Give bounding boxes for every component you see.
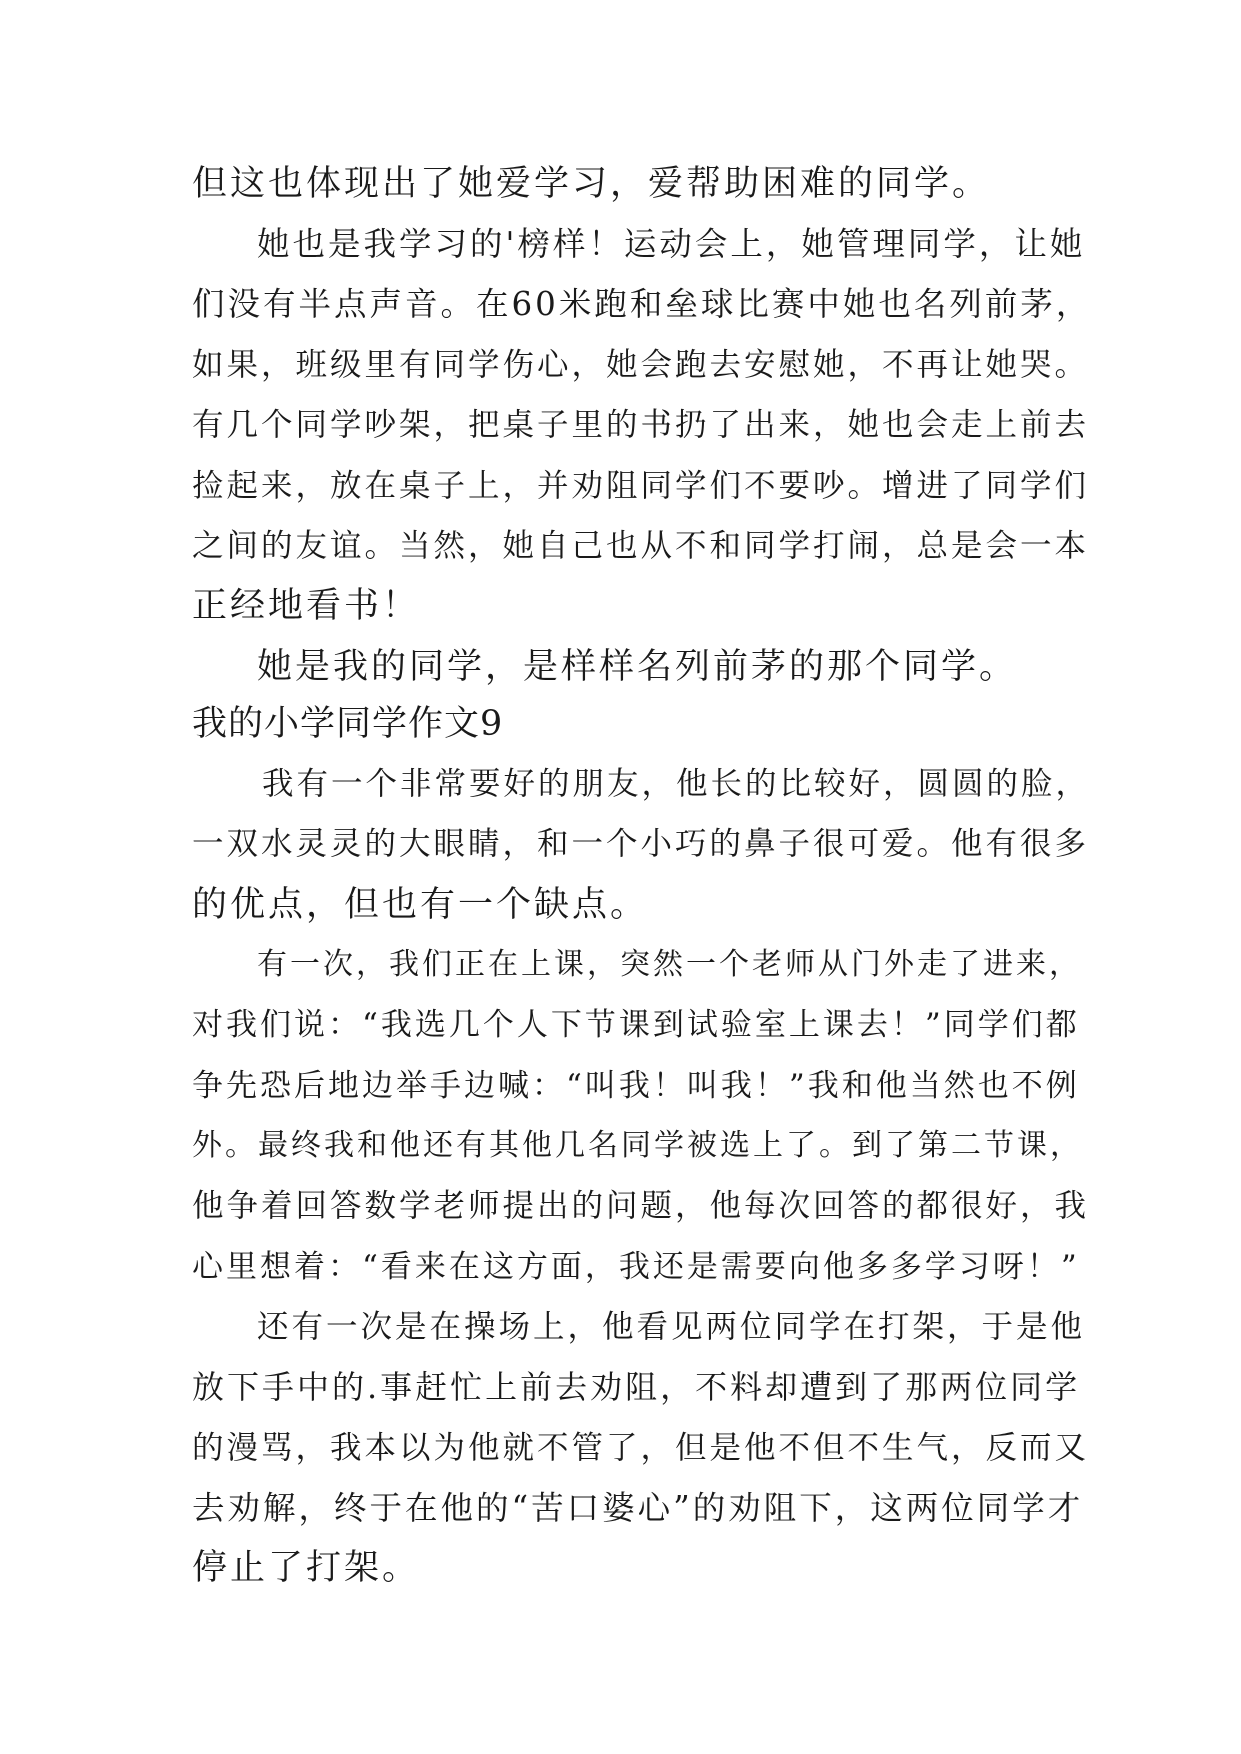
paragraph-line: 她是我的同学，是样样名列前茅的那个同学。	[257, 647, 1018, 687]
paragraph-line: 心里想着：“看来在这方面，我还是需要向他多多学习呀！”	[192, 1249, 1080, 1285]
paragraph-line: 的优点，但也有一个缺点。	[192, 885, 649, 925]
paragraph-line: 我有一个非常要好的朋友，他长的比较好，圆圆的脸，	[262, 766, 1091, 802]
paragraph-line: 还有一次是在操场上，他看见两位同学在打架，于是他	[257, 1309, 1086, 1345]
paragraph-line: 去劝解，终于在他的“苦口婆心”的劝阻下，这两位同学才	[192, 1489, 1084, 1527]
paragraph-line: 之间的友谊。当然，她自己也从不和同学打闹，总是会一本	[192, 528, 1090, 564]
paragraph-line: 正经地看书！	[192, 586, 421, 626]
paragraph-line: 他争着回答数学老师提出的问题，他每次回答的都很好，我	[192, 1188, 1090, 1224]
paragraph-line: 停止了打架。	[192, 1548, 421, 1588]
paragraph-line: 捡起来，放在桌子上，并劝阻同学们不要吵。增进了同学们	[192, 468, 1090, 504]
paragraph-line: 外。最终我和他还有其他几名同学被选上了。到了第二节课，	[192, 1128, 1083, 1163]
paragraph-line: 的漫骂，我本以为他就不管了，但是他不但不生气，反而又	[192, 1430, 1090, 1466]
paragraph-line: 但这也体现出了她爱学习，爱帮助困难的同学。	[192, 164, 991, 204]
paragraph-line: 如果，班级里有同学伤心，她会跑去安慰她，不再让她哭。	[192, 347, 1090, 383]
paragraph-line: 争先恐后地边举手边喊：“叫我！叫我！”我和他当然也不例	[192, 1068, 1080, 1104]
paragraph-line: 她也是我学习的'榜样！运动会上，她管理同学，让她	[257, 225, 1086, 263]
paragraph-line: 有一次，我们正在上课，突然一个老师从门外走了进来，	[257, 947, 1082, 982]
section-heading: 我的小学同学作文9	[192, 704, 504, 744]
paragraph-line: 对我们说：“我选几个人下节课到试验室上课去！”同学们都	[192, 1007, 1080, 1043]
paragraph-line: 们没有半点声音。在60米跑和垒球比赛中她也名列前茅，	[192, 285, 1092, 323]
paragraph-line: 放下手中的.事赶忙上前去劝阻，不料却遭到了那两位同学	[192, 1368, 1081, 1406]
paragraph-line: 有几个同学吵架，把桌子里的书扔了出来，她也会走上前去	[192, 407, 1090, 443]
paragraph-line: 一双水灵灵的大眼睛，和一个小巧的鼻子很可爱。他有很多	[192, 826, 1090, 862]
